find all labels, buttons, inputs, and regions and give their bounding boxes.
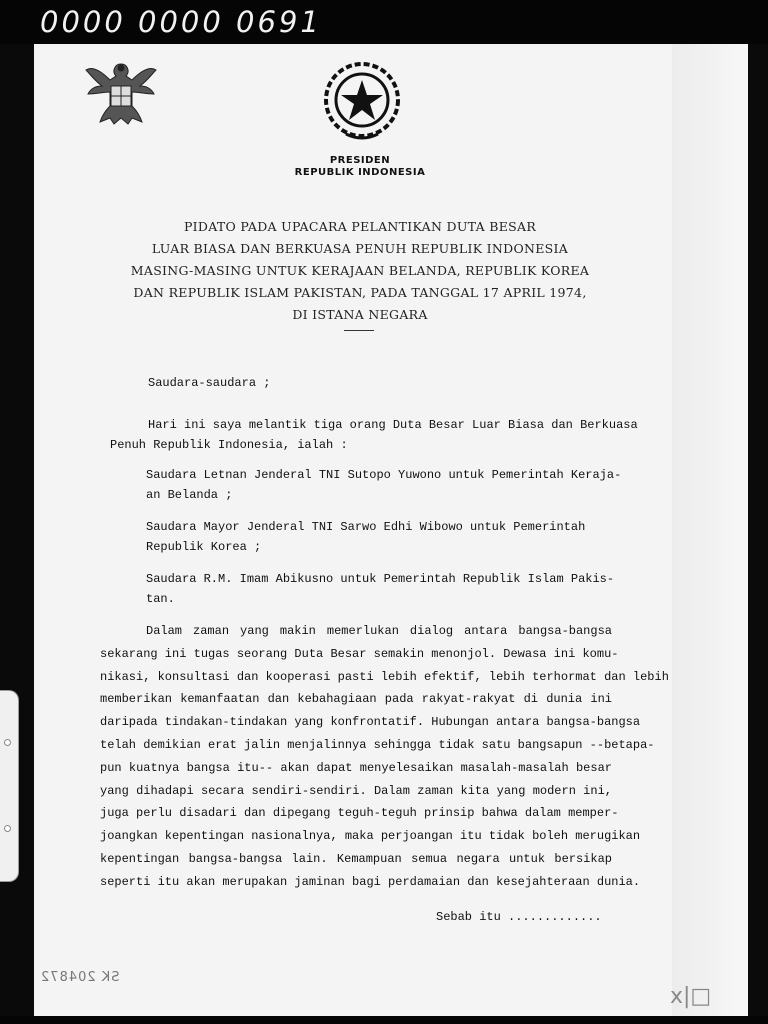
paragraph-line: telah demikian erat jalin menjalinnya sehingga tidak satu bangsapun --betapa-: [100, 737, 655, 752]
binder-hole: [4, 825, 11, 832]
appointment-line: an Belanda ;: [146, 488, 233, 502]
binder-tab: [0, 690, 19, 882]
paragraph-line: pun kuatnya bangsa itu-- akan dapat menyelesaikan masalah-masalah besar: [100, 760, 612, 775]
paragraph-line: memberikan kemanfaatan dan kebahagiaan pada rakyat-rakyat di dunia ini: [100, 692, 612, 707]
film-frame-number: 0000 0000 0691: [40, 5, 322, 39]
title-line: MASING-MASING UNTUK KERAJAAN BELANDA, REPUBLIK KOREA: [130, 263, 590, 278]
film-header-bar: [0, 0, 768, 44]
title-line: DAN REPUBLIK ISLAM PAKISTAN, PADA TANGGAL 17 APRIL 1974,: [133, 285, 587, 300]
appointment-line: Saudara R.M. Imam Abikusno untuk Pemerintah Republik Islam Pakis-: [146, 572, 615, 586]
paragraph-line: sekarang ini tugas seorang Duta Besar semakin menonjol. Dewasa ini komu-: [100, 646, 619, 661]
title-line: DI ISTANA NEGARA: [292, 307, 428, 322]
title-line: LUAR BIASA DAN BERKUASA PENUH REPUBLIK INDONESIA: [151, 241, 569, 256]
speech-title: [90, 216, 630, 326]
main-paragraph: [100, 620, 669, 894]
corner-mark: x|□: [670, 984, 712, 1009]
page-edge-shadow: [672, 44, 748, 1016]
appointment-line: Republik Korea ;: [146, 540, 262, 554]
garuda-emblem-icon: [80, 50, 162, 132]
paragraph-line: nikasi, konsultasi dan kooperasi pasti lebih efektif, lebih terhormat dan lebih: [100, 669, 669, 684]
film-footer-bar: [0, 1016, 768, 1024]
paragraph-line: joangkan kepentingan nasionalnya, maka perjoangan itu tidak boleh merugikan: [100, 829, 641, 844]
paragraph-line: juga perlu disadari dan dipegang teguh-teguh prinsip bahwa dalam memper-: [100, 806, 619, 821]
binder-hole: [4, 739, 11, 746]
intro-line: Penuh Republik Indonesia, ialah :: [110, 438, 348, 452]
paragraph-line: kepentingan bangsa-bangsa lain. Kemampuan semua negara untuk bersikap: [100, 851, 612, 866]
title-line: PIDATO PADA UPACARA PELANTIKAN DUTA BESAR: [183, 219, 537, 234]
salutation: Saudara-saudara ;: [148, 376, 271, 390]
appointment-line: Saudara Mayor Jenderal TNI Sarwo Edhi Wibowo untuk Pemerintah: [146, 520, 586, 534]
letterhead-line-2: REPUBLIK INDONESIA: [294, 167, 426, 178]
paragraph-line: Dalam zaman yang makin memerlukan dialog antara bangsa-bangsa: [146, 624, 612, 638]
presidential-seal-icon: [318, 58, 406, 144]
paragraph-line: yang dihadapi secara sendiri-sendiri. Dalam zaman kita yang modern ini,: [100, 783, 612, 798]
continuation-marker: Sebab itu .............: [436, 910, 602, 924]
paragraph-line: daripada tindakan-tindakan yang konfrontatif. Hubungan antara bangsa-bangsa: [100, 715, 641, 730]
archive-stamp: SK 204872: [40, 970, 120, 985]
letterhead-line-1: PRESIDEN: [329, 155, 391, 166]
appointment-line: Saudara Letnan Jenderal TNI Sutopo Yuwono untuk Pemerintah Keraja-: [146, 468, 622, 482]
intro-line: Hari ini saya melantik tiga orang Duta Besar Luar Biasa dan Berkuasa: [148, 418, 638, 432]
title-underline: [344, 330, 374, 331]
appointment-line: tan.: [146, 592, 175, 606]
paragraph-line: seperti itu akan merupakan jaminan bagi perdamaian dan kesejahteraan dunia.: [100, 874, 641, 889]
